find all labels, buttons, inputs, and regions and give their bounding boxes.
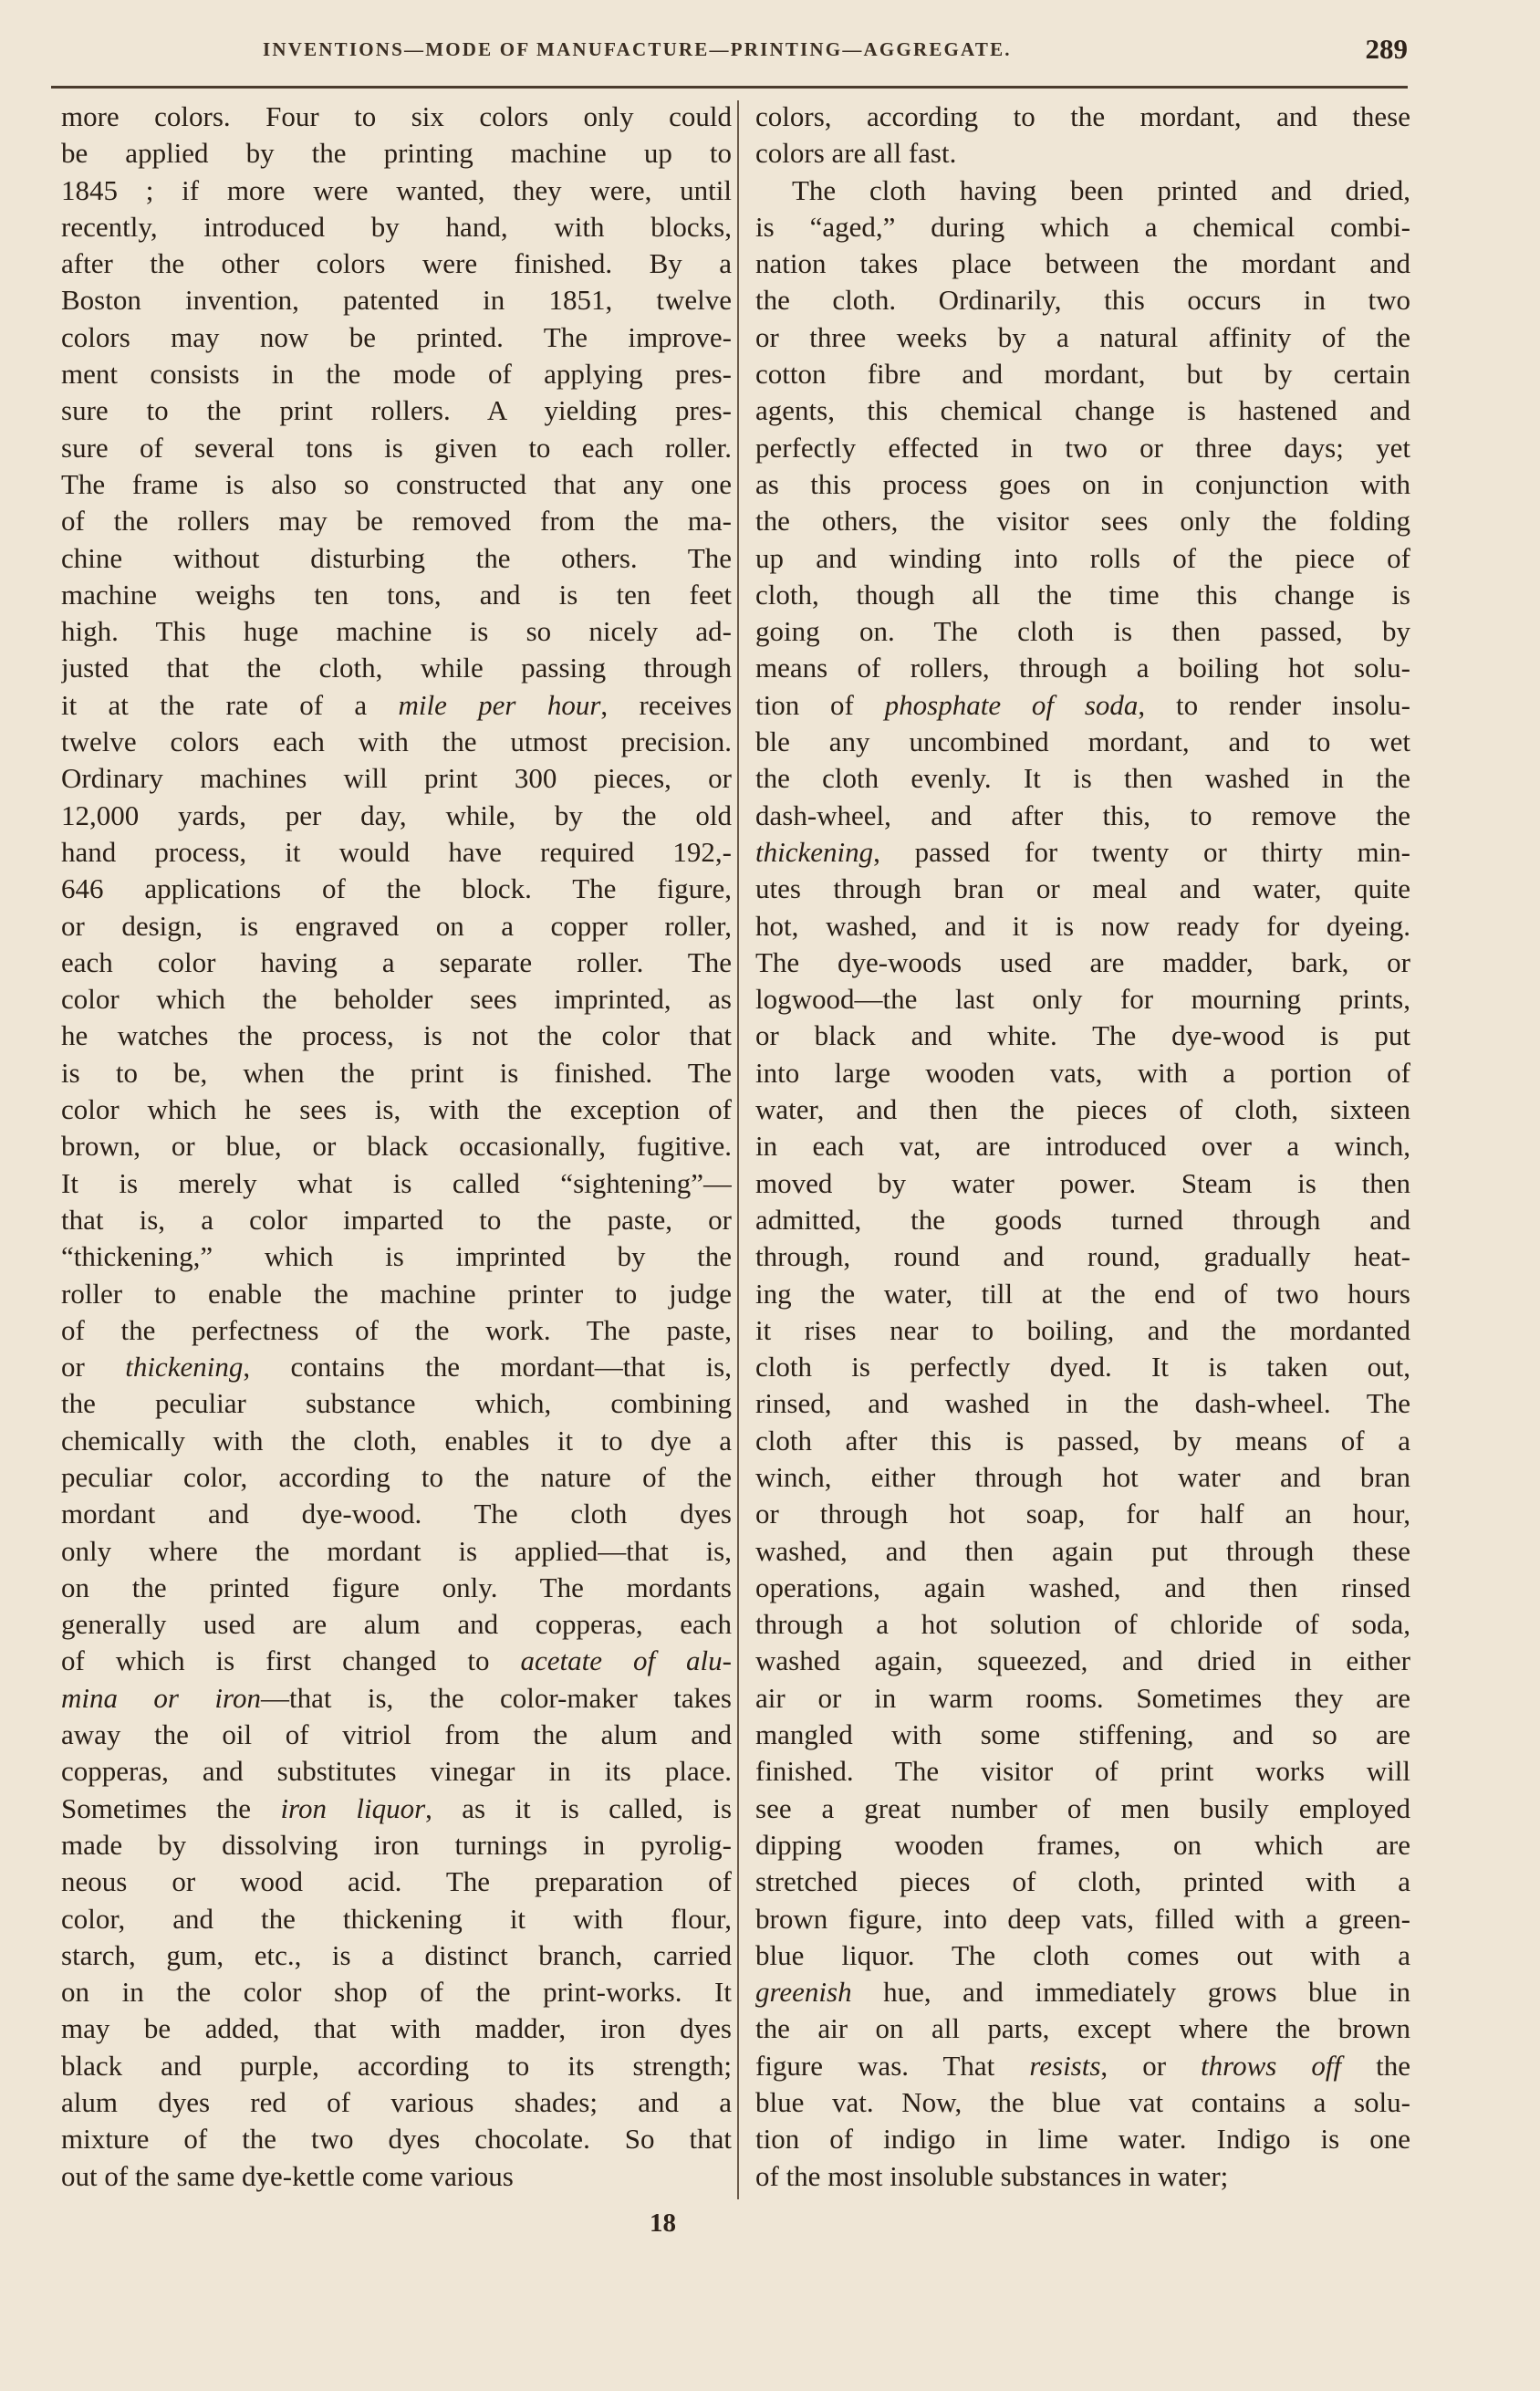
text-line: cloth, though all the time this change is: [755, 578, 1410, 611]
right-column: [755, 99, 1410, 2195]
text-line: rinsed, and washed in the dash-wheel. The: [755, 1387, 1410, 1420]
text-line: of which is first changed to acetate of alu-: [61, 1644, 732, 1677]
text-line: only where the mordant is applied—that is,: [61, 1534, 732, 1567]
left-column: [61, 99, 732, 2195]
text-line: dipping wooden frames, on which are: [755, 1828, 1410, 1861]
text-line: it at the rate of a mile per hour, receives: [61, 688, 732, 721]
text-line: chemically with the cloth, enables it to dye a: [61, 1424, 732, 1457]
text-line: be applied by the printing machine up to: [61, 137, 732, 170]
text-line: nation takes place between the mordant and: [755, 247, 1410, 280]
text-line: or black and white. The dye-wood is put: [755, 1019, 1410, 1052]
text-line: it rises near to boiling, and the mordanted: [755, 1313, 1410, 1346]
text-line: mangled with some stiffening, and so are: [755, 1718, 1410, 1751]
text-line: perfectly effected in two or three days; yet: [755, 431, 1410, 464]
text-line: machine weighs ten tons, and is ten feet: [61, 578, 732, 611]
text-line: see a great number of men busily employed: [755, 1791, 1410, 1824]
text-line: after the other colors were finished. By a: [61, 247, 732, 280]
text-line: greenish hue, and immediately grows blue in: [755, 1976, 1410, 2009]
text-line: neous or wood acid. The preparation of: [61, 1865, 732, 1898]
text-line: It is merely what is called “sightening”—: [61, 1166, 732, 1199]
text-line: ment consists in the mode of applying pres-: [61, 358, 732, 391]
text-line: Sometimes the iron liquor, as it is called, is: [61, 1791, 732, 1824]
text-line: on the printed figure only. The mordants: [61, 1571, 732, 1603]
text-line: hand process, it would have required 192,-: [61, 835, 732, 868]
text-line: as this process goes on in conjunction with: [755, 467, 1410, 500]
text-line: color which the beholder sees imprinted, as: [61, 983, 732, 1016]
signature-mark: 18: [650, 2208, 676, 2238]
text-line: color, and the thickening it with flour,: [61, 1902, 732, 1935]
text-line: cotton fibre and mordant, but by certain: [755, 358, 1410, 391]
text-line: brown, or blue, or black occasionally, fugitive.: [61, 1130, 732, 1163]
text-line: the cloth. Ordinarily, this occurs in two: [755, 284, 1410, 317]
text-line: sure of several tons is given to each roller.: [61, 431, 732, 464]
text-line: chine without disturbing the others. The: [61, 541, 732, 574]
text-line: he watches the process, is not the color that: [61, 1019, 732, 1052]
text-line: blue vat. Now, the blue vat contains a solu-: [755, 2086, 1410, 2119]
text-line: each color having a separate roller. The: [61, 945, 732, 978]
text-line: high. This huge machine is so nicely ad-: [61, 615, 732, 648]
text-line: operations, again washed, and then rinsed: [755, 1571, 1410, 1603]
text-line: winch, either through hot water and bran: [755, 1460, 1410, 1493]
text-line: of the perfectness of the work. The paste,: [61, 1313, 732, 1346]
text-line: black and purple, according to its strength;: [61, 2049, 732, 2082]
text-line: cloth is perfectly dyed. It is taken out,: [755, 1351, 1410, 1383]
text-line: or three weeks by a natural affinity of the: [755, 320, 1410, 353]
text-line: recently, introduced by hand, with blocks,: [61, 210, 732, 243]
page-number: 289: [1365, 33, 1408, 65]
text-line: starch, gum, etc., is a distinct branch, carried: [61, 1938, 732, 1971]
text-line: colors, according to the mordant, and these: [755, 100, 1410, 132]
text-line: cloth after this is passed, by means of a: [755, 1424, 1410, 1457]
text-line: 12,000 yards, per day, while, by the old: [61, 799, 732, 831]
text-line: roller to enable the machine printer to judge: [61, 1277, 732, 1310]
text-line: finished. The visitor of print works will: [755, 1755, 1410, 1788]
text-line: sure to the print rollers. A yielding pres-: [61, 394, 732, 427]
text-line: in each vat, are introduced over a winch,: [755, 1130, 1410, 1163]
text-line: ble any uncombined mordant, and to wet: [755, 726, 1410, 758]
text-line: the peculiar substance which, combining: [61, 1387, 732, 1420]
text-line: is to be, when the print is finished. The: [61, 1056, 732, 1089]
text-line: alum dyes red of various shades; and a: [61, 2086, 732, 2119]
text-line: may be added, that with madder, iron dyes: [61, 2012, 732, 2045]
text-line: figure was. That resists, or throws off the: [755, 2049, 1410, 2082]
text-line: blue liquor. The cloth comes out with a: [755, 1938, 1410, 1971]
text-line: of the rollers may be removed from the ma-: [61, 505, 732, 538]
text-line: colors are all fast.: [755, 137, 957, 170]
column-divider: [737, 100, 739, 2199]
text-line: twelve colors each with the utmost precision.: [61, 726, 732, 758]
text-line: color which he sees is, with the exception of: [61, 1093, 732, 1126]
text-line: Ordinary machines will print 300 pieces, or: [61, 762, 732, 795]
text-line: means of rollers, through a boiling hot solu-: [755, 652, 1410, 684]
text-line: tion of phosphate of soda, to render insolu-: [755, 688, 1410, 721]
text-line: The dye-woods used are madder, bark, or: [755, 945, 1410, 978]
text-line: mixture of the two dyes chocolate. So that: [61, 2123, 732, 2156]
text-line: The frame is also so constructed that any one: [61, 467, 732, 500]
text-line: of the most insoluble substances in water;: [755, 2159, 1229, 2192]
text-line: admitted, the goods turned through and: [755, 1203, 1410, 1236]
text-line: The cloth having been printed and dried,: [792, 173, 1410, 206]
text-line: peculiar color, according to the nature of the: [61, 1460, 732, 1493]
text-line: dash-wheel, and after this, to remove the: [755, 799, 1410, 831]
text-line: the cloth evenly. It is then washed in the: [755, 762, 1410, 795]
text-line: through a hot solution of chloride of soda,: [755, 1608, 1410, 1641]
text-line: made by dissolving iron turnings in pyrolig-: [61, 1828, 732, 1861]
text-line: logwood—the last only for mourning prints,: [755, 983, 1410, 1016]
text-line: justed that the cloth, while passing through: [61, 652, 732, 684]
text-line: air or in warm rooms. Sometimes they are: [755, 1681, 1410, 1714]
text-line: copperas, and substitutes vinegar in its place.: [61, 1755, 732, 1788]
text-line: colors may now be printed. The improve-: [61, 320, 732, 353]
text-line: ing the water, till at the end of two hours: [755, 1277, 1410, 1310]
text-line: hot, washed, and it is now ready for dyeing.: [755, 909, 1410, 942]
text-line: thickening, passed for twenty or thirty min-: [755, 835, 1410, 868]
text-line: more colors. Four to six colors only could: [61, 100, 732, 132]
text-line: washed again, squeezed, and dried in either: [755, 1644, 1410, 1677]
text-line: away the oil of vitriol from the alum and: [61, 1718, 732, 1751]
text-line: is “aged,” during which a chemical combi-: [755, 210, 1410, 243]
text-line: through, round and round, gradually heat-: [755, 1240, 1410, 1273]
text-line: washed, and then again put through these: [755, 1534, 1410, 1567]
text-line: mordant and dye-wood. The cloth dyes: [61, 1498, 732, 1530]
text-line: or thickening, contains the mordant—that is,: [61, 1351, 732, 1383]
text-line: out of the same dye-kettle come various: [61, 2159, 514, 2192]
text-line: going on. The cloth is then passed, by: [755, 615, 1410, 648]
text-line: 646 applications of the block. The figure,: [61, 872, 732, 905]
text-line: or design, is engraved on a copper roller,: [61, 909, 732, 942]
text-line: that is, a color imparted to the paste, or: [61, 1203, 732, 1236]
text-line: tion of indigo in lime water. Indigo is one: [755, 2123, 1410, 2156]
running-head: INVENTIONS—MODE OF MANUFACTURE—PRINTING—AGGREGATE.: [263, 38, 1012, 60]
text-line: moved by water power. Steam is then: [755, 1166, 1410, 1199]
text-line: agents, this chemical change is hastened and: [755, 394, 1410, 427]
text-line: the air on all parts, except where the brown: [755, 2012, 1410, 2045]
text-line: the others, the visitor sees only the folding: [755, 505, 1410, 538]
text-line: into large wooden vats, with a portion of: [755, 1056, 1410, 1089]
text-line: on in the color shop of the print-works. It: [61, 1976, 732, 2009]
text-line: 1845 ; if more were wanted, they were, until: [61, 173, 732, 206]
text-line: generally used are alum and copperas, each: [61, 1608, 732, 1641]
header-rule: [51, 86, 1408, 89]
text-line: up and winding into rolls of the piece of: [755, 541, 1410, 574]
text-line: “thickening,” which is imprinted by the: [61, 1240, 732, 1273]
text-line: or through hot soap, for half an hour,: [755, 1498, 1410, 1530]
text-line: utes through bran or meal and water, quite: [755, 872, 1410, 905]
page-footer: [0, 2208, 1540, 2245]
page-header: [263, 29, 1408, 75]
text-line: brown figure, into deep vats, filled with a green-: [755, 1902, 1410, 1935]
text-line: Boston invention, patented in 1851, twelve: [61, 284, 732, 317]
text-line: mina or iron—that is, the color-maker takes: [61, 1681, 732, 1714]
text-line: water, and then the pieces of cloth, sixteen: [755, 1093, 1410, 1126]
text-line: stretched pieces of cloth, printed with a: [755, 1865, 1410, 1898]
